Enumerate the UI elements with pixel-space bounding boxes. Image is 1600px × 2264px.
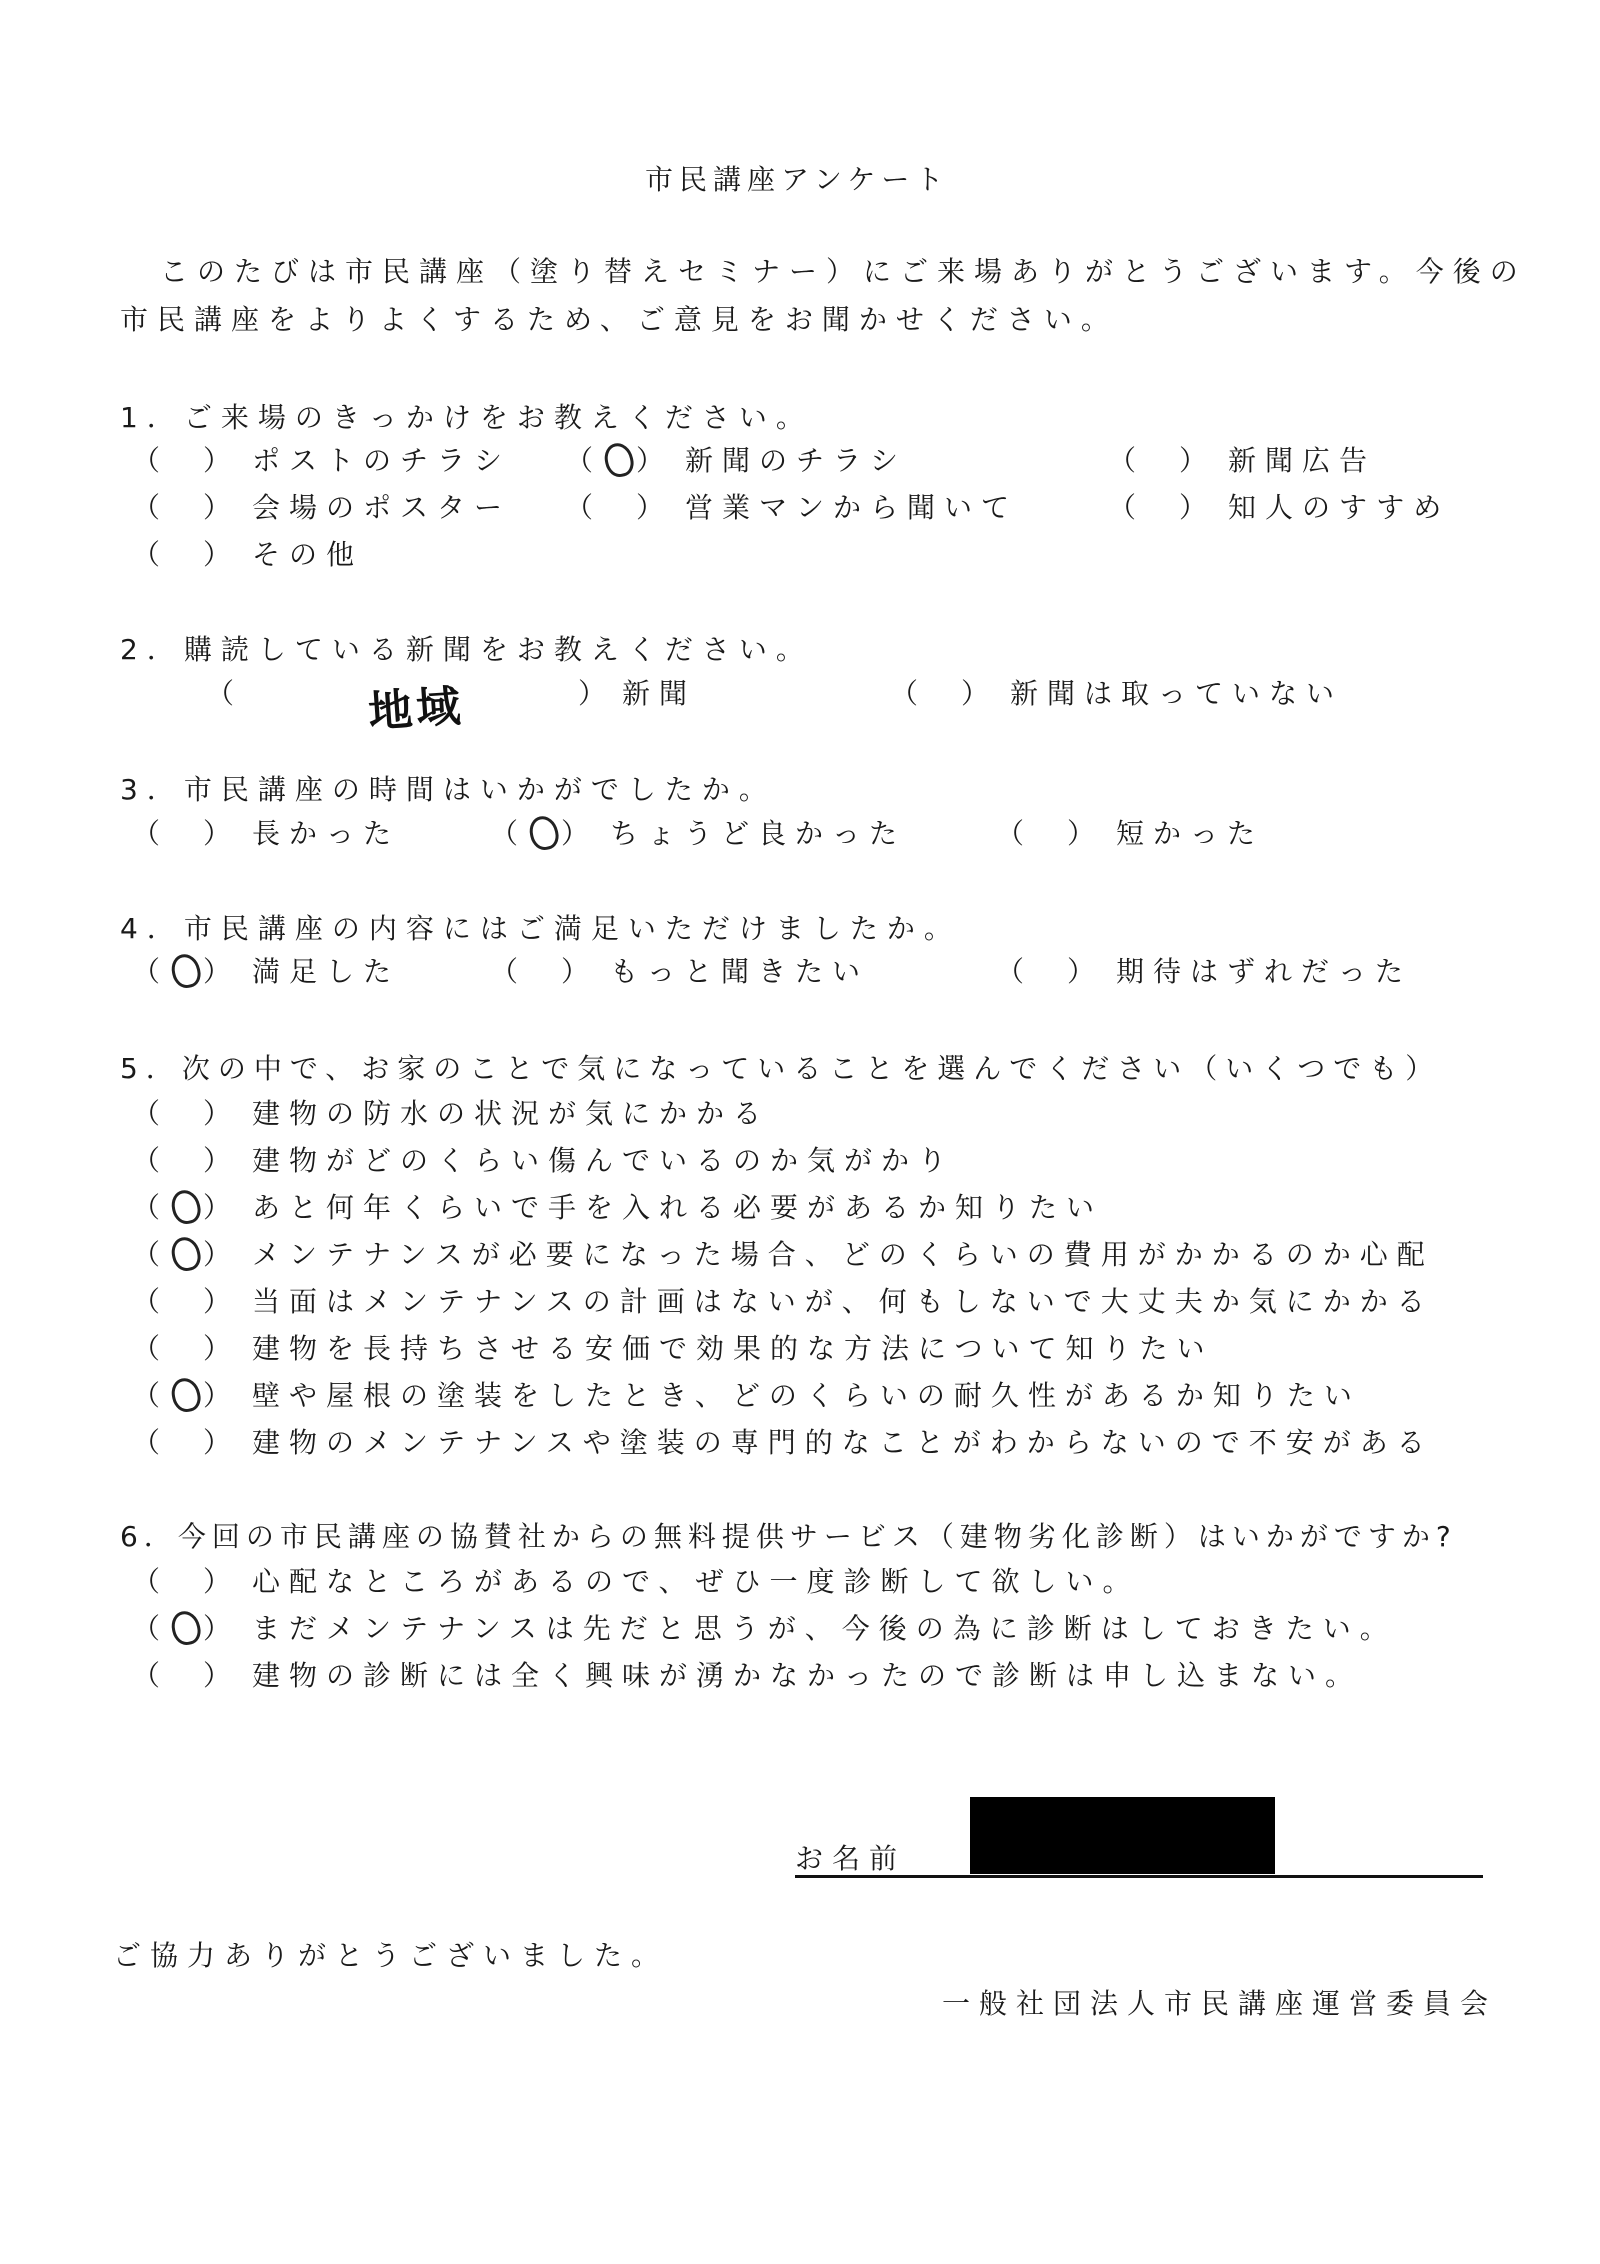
q3-title: 3．市民講座の時間はいかがでしたか。 <box>120 773 776 806</box>
checkbox[interactable]: （ ） <box>996 817 1104 850</box>
organization-name: 一般社団法人市民講座運営委員会 <box>942 1987 1498 2020</box>
option-label: 期待はずれだった <box>1116 955 1413 988</box>
checkbox[interactable]: （ ） <box>565 447 673 475</box>
checkbox[interactable]: （ ） <box>890 677 998 710</box>
q5-option[interactable] <box>132 1426 1434 1459</box>
checkbox[interactable]: （ ） <box>132 538 240 571</box>
q3-option[interactable] <box>490 817 907 850</box>
option-label: 知人のすすめ <box>1228 491 1451 524</box>
option-label: あと何年くらいで手を入れる必要があるか知りたい <box>252 1191 1104 1224</box>
name-label: お名前 <box>795 1842 907 1875</box>
option-label: 営業マンから聞いて <box>685 491 1019 524</box>
checkbox[interactable]: （ ） <box>132 958 240 986</box>
q2-no-paper-option[interactable]: （ ） 新聞は取っていない <box>890 677 1344 710</box>
handwritten-circle-mark <box>169 1375 203 1414</box>
q2-paper-open: （ <box>206 677 244 710</box>
option-label: もっと聞きたい <box>610 955 870 988</box>
checkbox[interactable]: （ ） <box>132 1659 240 1692</box>
q1-title: 1．ご来場のきっかけをお教えください。 <box>120 401 813 434</box>
checkbox[interactable]: （ ） <box>132 1144 240 1177</box>
checkbox[interactable]: （ ） <box>1108 491 1216 524</box>
q6-option[interactable] <box>132 1612 1397 1645</box>
q2-handwritten-answer: 地域 <box>366 680 466 739</box>
q4-option[interactable] <box>996 955 1413 988</box>
checkbox[interactable]: （ ） <box>490 955 598 988</box>
option-label: 建物を長持ちさせる安価で効果的な方法について知りたい <box>252 1332 1214 1365</box>
option-label: 建物の防水の状況が気にかかる <box>252 1097 771 1130</box>
q5-option[interactable] <box>132 1097 771 1130</box>
option-label: 建物の診断には全く興味が湧かなかったので診断は申し込まない。 <box>252 1659 1363 1692</box>
q5-option[interactable] <box>132 1332 1214 1365</box>
checkbox[interactable]: （ ） <box>132 491 240 524</box>
handwritten-circle-mark <box>169 951 203 990</box>
q5-title: 5．次の中で、お家のことで気になっていることを選んでください（いくつでも） <box>120 1052 1442 1085</box>
checkbox[interactable]: （ ） <box>132 817 240 850</box>
checkbox[interactable]: （ ） <box>132 1285 240 1318</box>
q4-option[interactable] <box>490 955 870 988</box>
checkbox[interactable]: （ ） <box>996 955 1104 988</box>
q1-option[interactable] <box>132 491 512 524</box>
q1-option[interactable] <box>1108 491 1451 524</box>
checkbox[interactable]: （ ） <box>132 1332 240 1365</box>
q6-title: 6．今回の市民講座の協賛社からの無料提供サービス（建物劣化診断）はいかがですか? <box>120 1520 1457 1553</box>
option-label: 建物がどのくらい傷んでいるのか気がかり <box>252 1144 956 1177</box>
option-label: メンテナンスが必要になった場合、どのくらいの費用がかかるのか心配 <box>252 1238 1434 1271</box>
option-label: 短かった <box>1116 817 1265 850</box>
checkbox[interactable]: （ ） <box>1108 444 1216 477</box>
q1-option[interactable] <box>132 444 512 477</box>
q1-option[interactable] <box>1108 444 1377 477</box>
checkbox[interactable]: （ ） <box>132 1241 240 1269</box>
option-label: 満足した <box>252 955 401 988</box>
option-label: まだメンテナンスは先だと思うが、今後の為に診断はしておきたい。 <box>252 1612 1397 1645</box>
q5-option[interactable] <box>132 1144 956 1177</box>
checkbox[interactable]: （ ） <box>132 1426 240 1459</box>
checkbox[interactable]: （ ） <box>132 1565 240 1598</box>
handwritten-circle-mark <box>527 813 561 852</box>
checkbox[interactable]: （ ） <box>132 1194 240 1222</box>
q3-option[interactable] <box>996 817 1265 850</box>
q6-option[interactable] <box>132 1565 1140 1598</box>
q2-paper-close: ） <box>578 677 616 710</box>
option-label: ちょうど良かった <box>610 817 907 850</box>
q5-option[interactable] <box>132 1379 1361 1412</box>
option-label: 心配なところがあるので、ぜひ一度診断して欲しい。 <box>252 1565 1140 1598</box>
q4-option[interactable] <box>132 955 401 988</box>
q6-option[interactable] <box>132 1659 1363 1692</box>
option-label: 会場のポスター <box>252 491 512 524</box>
intro-line-1: このたびは市民講座（塗り替えセミナー）にご来場ありがとうございます。今後の <box>160 255 1527 288</box>
q2-paper-label: 新聞 <box>622 677 697 710</box>
q5-option[interactable] <box>132 1191 1104 1224</box>
redacted-name <box>970 1797 1275 1874</box>
q4-title: 4．市民講座の内容にはご満足いただけましたか。 <box>120 912 961 945</box>
option-label: ポストのチラシ <box>252 444 512 477</box>
q1-option[interactable] <box>132 538 364 571</box>
checkbox[interactable]: （ ） <box>132 444 240 477</box>
handwritten-circle-mark <box>169 1234 203 1273</box>
handwritten-circle-mark <box>169 1187 203 1226</box>
intro-line-2: 市民講座をよりよくするため、ご意見をお聞かせください。 <box>120 303 1118 336</box>
q1-option[interactable] <box>565 444 908 477</box>
option-label: 当面はメンテナンスの計画はないが、何もしないで大丈夫か気にかかる <box>252 1285 1434 1318</box>
checkbox[interactable]: （ ） <box>132 1097 240 1130</box>
option-label: 新聞のチラシ <box>685 444 908 477</box>
thanks-text: ご協力ありがとうございました。 <box>113 1939 669 1972</box>
checkbox[interactable]: （ ） <box>132 1615 240 1643</box>
checkbox[interactable]: （ ） <box>490 820 598 848</box>
handwritten-circle-mark <box>602 440 636 479</box>
q1-option[interactable] <box>565 491 1019 524</box>
checkbox[interactable]: （ ） <box>565 491 673 524</box>
checkbox[interactable]: （ ） <box>132 1382 240 1410</box>
q2-title: 2．購読している新聞をお教えください。 <box>120 633 813 666</box>
q5-option[interactable] <box>132 1238 1434 1271</box>
handwritten-circle-mark <box>169 1608 203 1647</box>
option-label: 壁や屋根の塗装をしたとき、どのくらいの耐久性があるか知りたい <box>252 1379 1361 1412</box>
q5-option[interactable] <box>132 1285 1434 1318</box>
page-title: 市民講座アンケート <box>645 163 950 196</box>
option-label: 長かった <box>252 817 401 850</box>
name-input-line[interactable] <box>795 1875 1483 1878</box>
q3-option[interactable] <box>132 817 401 850</box>
option-label: その他 <box>252 538 364 571</box>
option-label: 新聞広告 <box>1228 444 1377 477</box>
option-label: 建物のメンテナンスや塗装の専門的なことがわからないので不安がある <box>252 1426 1434 1459</box>
